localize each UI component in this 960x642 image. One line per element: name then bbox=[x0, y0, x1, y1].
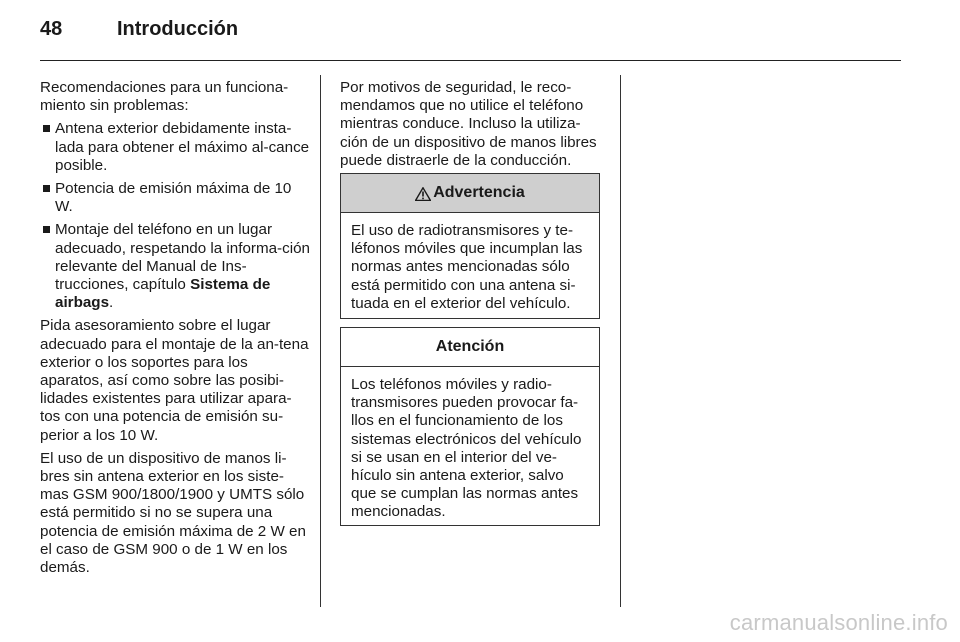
bullet-square-icon bbox=[43, 125, 50, 132]
middle-column bbox=[340, 79, 605, 175]
list-item-end: . bbox=[109, 294, 114, 312]
list-item bbox=[40, 221, 310, 312]
advice-paragraph: Pida asesoramiento sobre el lugar adecuado para el montaje de la an-tena exterior o los soportes para los aparatos, así como sobre las posibi-lidades existentes para utilizar apara-tos con una potencia de emisión su-perior a los 10 W. bbox=[40, 317, 309, 444]
warning-triangle-icon bbox=[415, 187, 431, 201]
column-divider bbox=[320, 75, 321, 607]
header-divider bbox=[40, 60, 901, 61]
list-item bbox=[40, 120, 310, 175]
warning-text: El uso de radiotransmisores y te-léfonos móviles que incumplan las normas antes mencionadas sólo está permitido con una antena si-tuada en el exterior del vehículo. bbox=[351, 222, 583, 312]
safety-paragraph: Por motivos de seguridad, le reco-mendamos que no utilice el teléfono mientras conduce. Incluso la utiliza-ción de un dispositivo de manos libres puede distraerle de la conducción. bbox=[340, 79, 597, 169]
airbag-section-link[interactable]: Sistema de airbags bbox=[55, 276, 271, 312]
caution-text: Los teléfonos móviles y radio-transmisores pueden provocar fa-llos en el funcionamiento de los sistemas electrónicos del vehículo si se usan en el interior del ve-hículo sin antena exterior, salvo que se cumplan las normas antes mencionadas. bbox=[351, 376, 582, 521]
handsfree-paragraph: El uso de un dispositivo de manos li-bres sin antena exterior en los siste-mas GSM 900/1800/1900 y UMTS sólo está permitido si no se supera una potencia de emisión máxima de 2 W en el caso de GSM 900 o de 1 W en los demás. bbox=[40, 449, 306, 577]
list-item-text: Potencia de emisión máxima de 10 W. bbox=[55, 180, 292, 216]
watermark: carmanualsonline.info bbox=[729, 610, 948, 635]
bullet-square-icon bbox=[43, 226, 50, 233]
caution-title: Atención bbox=[435, 338, 505, 355]
requirements-list bbox=[40, 120, 310, 312]
caution-box bbox=[340, 327, 600, 526]
caution-header bbox=[341, 328, 599, 367]
warning-header bbox=[341, 174, 599, 213]
list-item bbox=[40, 180, 310, 216]
left-column bbox=[40, 79, 310, 582]
page-header bbox=[40, 18, 238, 48]
list-item-text: Antena exterior debidamente insta-lada para obtener el máximo al-cance posible. bbox=[55, 120, 310, 174]
warning-box bbox=[340, 173, 600, 319]
page-number: 48 bbox=[40, 18, 63, 40]
list-item-text: Montaje del teléfono en un lugar adecuado, respetando la informa-ción relevante del Manual de Ins-trucciones, capítulo bbox=[55, 221, 310, 294]
intro-paragraph: Recomendaciones para un funciona-miento sin problemas: bbox=[40, 79, 289, 115]
column-divider bbox=[620, 75, 621, 607]
page-title: Introducción bbox=[117, 18, 239, 40]
bullet-square-icon bbox=[43, 185, 50, 192]
warning-title: Advertencia bbox=[433, 184, 525, 201]
